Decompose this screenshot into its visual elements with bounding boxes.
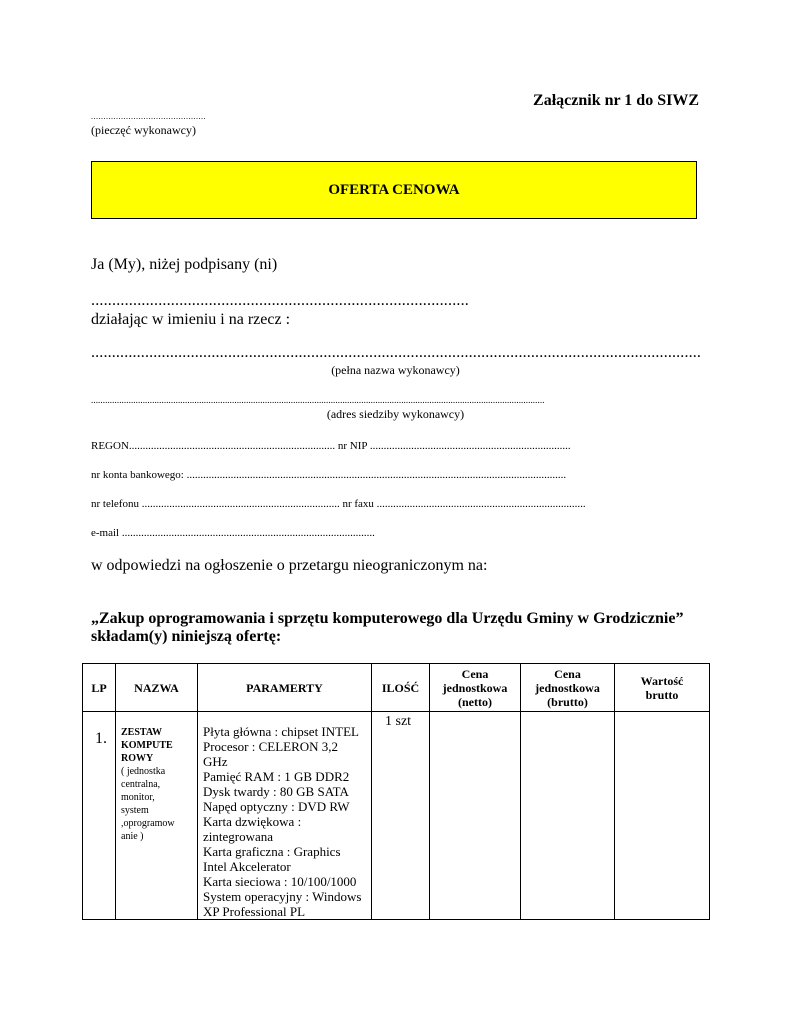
col-header-total-gross (615, 664, 710, 712)
cell-params (198, 712, 372, 920)
param-line: Karta sieciowa : 10/100/1000 (203, 874, 357, 889)
cell-name (116, 712, 198, 920)
row-qty: 1 szt (385, 714, 412, 729)
name-bold-2: KOMPUTE (121, 740, 173, 751)
cell-unit-net (430, 712, 521, 920)
regon-nip-line: REGON........................................................................... nr NIP ......................................................................... (91, 440, 571, 452)
param-line: Dysk twardy : 80 GB SATA (203, 784, 349, 799)
acting-on-behalf-label: działając w imieniu i na rzecz : (91, 311, 291, 328)
unit-net-line-1: Cena (461, 666, 489, 681)
unit-gross-line-2: jednostkowa (535, 680, 600, 695)
tender-response-text: w odpowiedzi na ogłoszenie o przetargu nieograniczonym na: (91, 557, 488, 574)
name-rest-1: ( jednostka (121, 766, 166, 777)
phone-fax-line: nr telefonu ........................................................................ nr faxu ............................................................................ (91, 498, 586, 510)
name-rest-4: system (121, 805, 149, 816)
tender-subject-line-2: składam(y) niniejszą ofertę: (91, 628, 282, 645)
param-line: Intel Akcelerator (203, 859, 291, 874)
row-lp: 1. (95, 730, 107, 747)
row-params (198, 712, 371, 919)
signer-label: Ja (My), niżej podpisany (ni) (91, 256, 278, 273)
col-header-lp: LP (83, 664, 116, 712)
name-rest-5: ,oprogramow (121, 818, 175, 829)
param-line: XP Professional PL (203, 904, 306, 919)
table-row (83, 712, 710, 920)
unit-gross-line-1: Cena (554, 666, 581, 681)
bank-account-line: nr konta bankowego: .......................................................................................................................................... (91, 469, 567, 481)
row-name (116, 712, 197, 843)
contractor-address-field: ................................................................................................................................................................................................. (91, 395, 545, 405)
stamp-dots: .............................................. (91, 112, 206, 121)
contractor-name-field: ................................................................................................................................................... (91, 344, 702, 361)
col-header-unit-gross (521, 664, 615, 712)
signer-name-field: .......................................................................................... (91, 292, 469, 309)
total-line-2: brutto (645, 687, 679, 702)
param-line: Procesor : CELERON 3,2 (203, 739, 339, 754)
param-line: Pamięć RAM : 1 GB DDR2 (203, 769, 350, 784)
param-line: Płyta główna : chipset INTEL (203, 724, 359, 739)
tender-subject (91, 610, 683, 646)
unit-net-line-3: (netto) (458, 694, 492, 709)
cell-total-gross (615, 712, 710, 920)
tender-subject-line-1: „Zakup oprogramowania i sprzętu komputerowego dla Urzędu Gminy w Grodzicznie” (91, 610, 684, 627)
table-header-row (83, 664, 710, 712)
cell-lp (83, 712, 116, 920)
name-rest-6: anie ) (121, 831, 144, 842)
col-header-name: NAZWA (116, 664, 198, 712)
param-line: Karta dzwiękowa : (203, 814, 302, 829)
price-table (82, 663, 710, 920)
col-header-params: PARAMERTY (198, 664, 372, 712)
cell-qty (372, 712, 430, 920)
col-header-unit-net (430, 664, 521, 712)
param-line: Karta graficzna : Graphics (203, 844, 341, 859)
total-line-1: Wartość (640, 673, 684, 688)
param-line: zintegrowana (203, 829, 274, 844)
annex-label: Załącznik nr 1 do SIWZ (533, 92, 699, 109)
contractor-name-caption: (pełna nazwa wykonawcy) (331, 363, 460, 377)
offer-title: OFERTA CENOWA (328, 181, 460, 198)
name-rest-3: monitor, (121, 792, 155, 803)
param-line: Napęd optyczny : DVD RW (203, 799, 350, 814)
unit-gross-line-3: (brutto) (547, 694, 588, 709)
name-rest-2: centralna, (121, 779, 161, 790)
offer-title-box (91, 161, 697, 219)
col-header-qty: ILOŚĆ (372, 664, 430, 712)
unit-net-line-2: jednostkowa (442, 680, 508, 695)
stamp-label: (pieczęć wykonawcy) (91, 123, 196, 137)
cell-unit-gross (521, 712, 615, 920)
param-line: System operacyjny : Windows (203, 889, 362, 904)
param-line: GHz (203, 754, 228, 769)
contractor-address-caption: (adres siedziby wykonawcy) (326, 407, 465, 421)
name-bold-1: ZESTAW (121, 727, 162, 738)
name-bold-3: ROWY (121, 753, 154, 764)
email-line: e-mail ............................................................................................ (91, 527, 375, 539)
